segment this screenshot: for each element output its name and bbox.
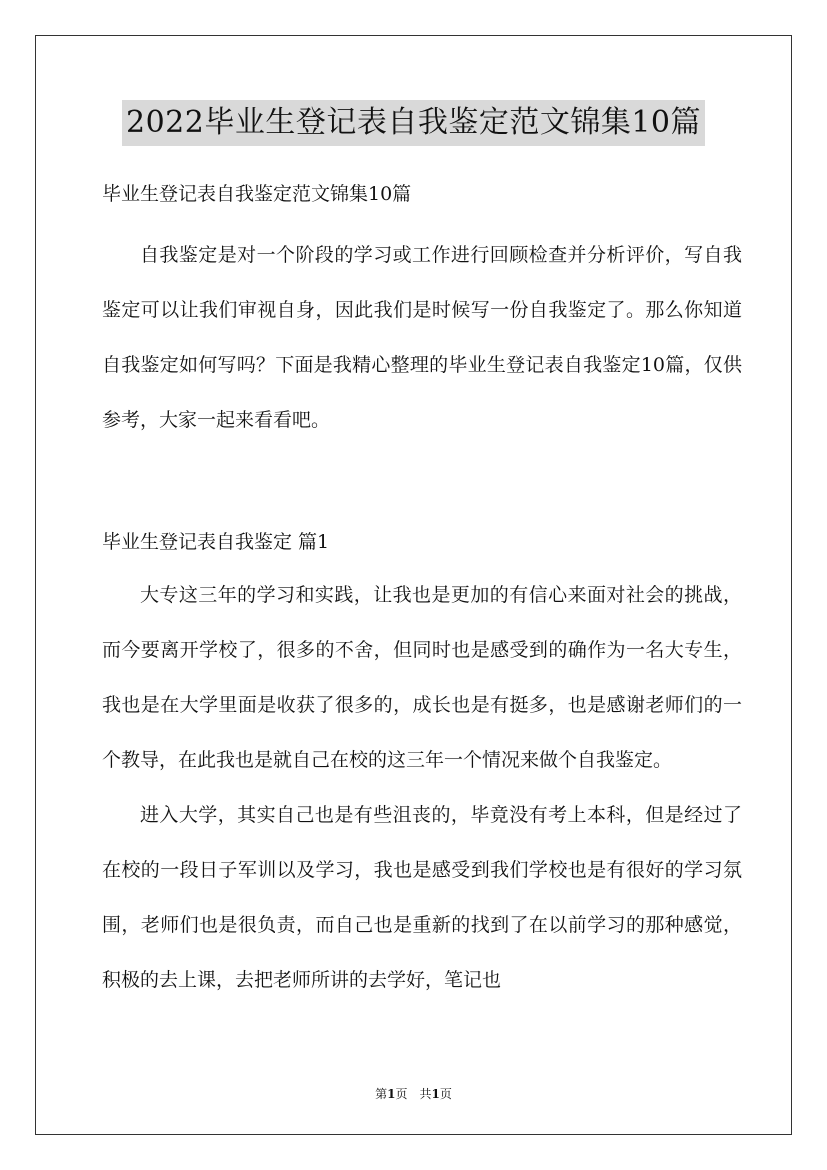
total-suffix: 页 bbox=[439, 1087, 452, 1101]
total-prefix: 共 bbox=[419, 1087, 432, 1101]
total-pages: 1 bbox=[431, 1087, 440, 1101]
page-footer bbox=[0, 1086, 827, 1102]
page-number: 1 bbox=[387, 1087, 396, 1101]
document-subtitle: 毕业生登记表自我鉴定范文锦集10篇 bbox=[102, 183, 412, 205]
document-title-wrapper bbox=[0, 100, 827, 146]
intro-paragraph: 自我鉴定是对一个阶段的学习或工作进行回顾检查并分析评价，写自我鉴定可以让我们审视自身，因此我们是时候写一份自我鉴定了。那么你知道自我鉴定如何写吗？下面是我精心整理的毕业生登记表自我鉴定10篇，仅供参考，大家一起来看看吧。 bbox=[102, 244, 742, 431]
page-suffix: 页 bbox=[395, 1087, 408, 1101]
section-heading: 毕业生登记表自我鉴定 篇1 bbox=[102, 531, 330, 553]
document-body bbox=[102, 178, 742, 1008]
section-paragraph: 大专这三年的学习和实践，让我也是更加的有信心来面对社会的挑战，而今要离开学校了，很多的不舍，但同时也是感受到的确作为一名大专生，我也是在大学里面是收获了很多的，成长也是有挺多，也是感谢老师们的一个教导，在此我也是就自己在校的这三年一个情况来做个自我鉴定。 bbox=[102, 584, 742, 771]
document-title: 2022毕业生登记表自我鉴定范文锦集10篇 bbox=[122, 100, 705, 146]
page-prefix: 第 bbox=[375, 1087, 388, 1101]
section-paragraph: 进入大学，其实自己也是有些沮丧的，毕竟没有考上本科，但是经过了在校的一段日子军训以及学习，我也是感受到我们学校也是有很好的学习氛围，老师们也是很负责，而自己也是重新的找到了在以前学习的那种感觉，积极的去上课，去把老师所讲的去学好，笔记也 bbox=[102, 804, 742, 991]
